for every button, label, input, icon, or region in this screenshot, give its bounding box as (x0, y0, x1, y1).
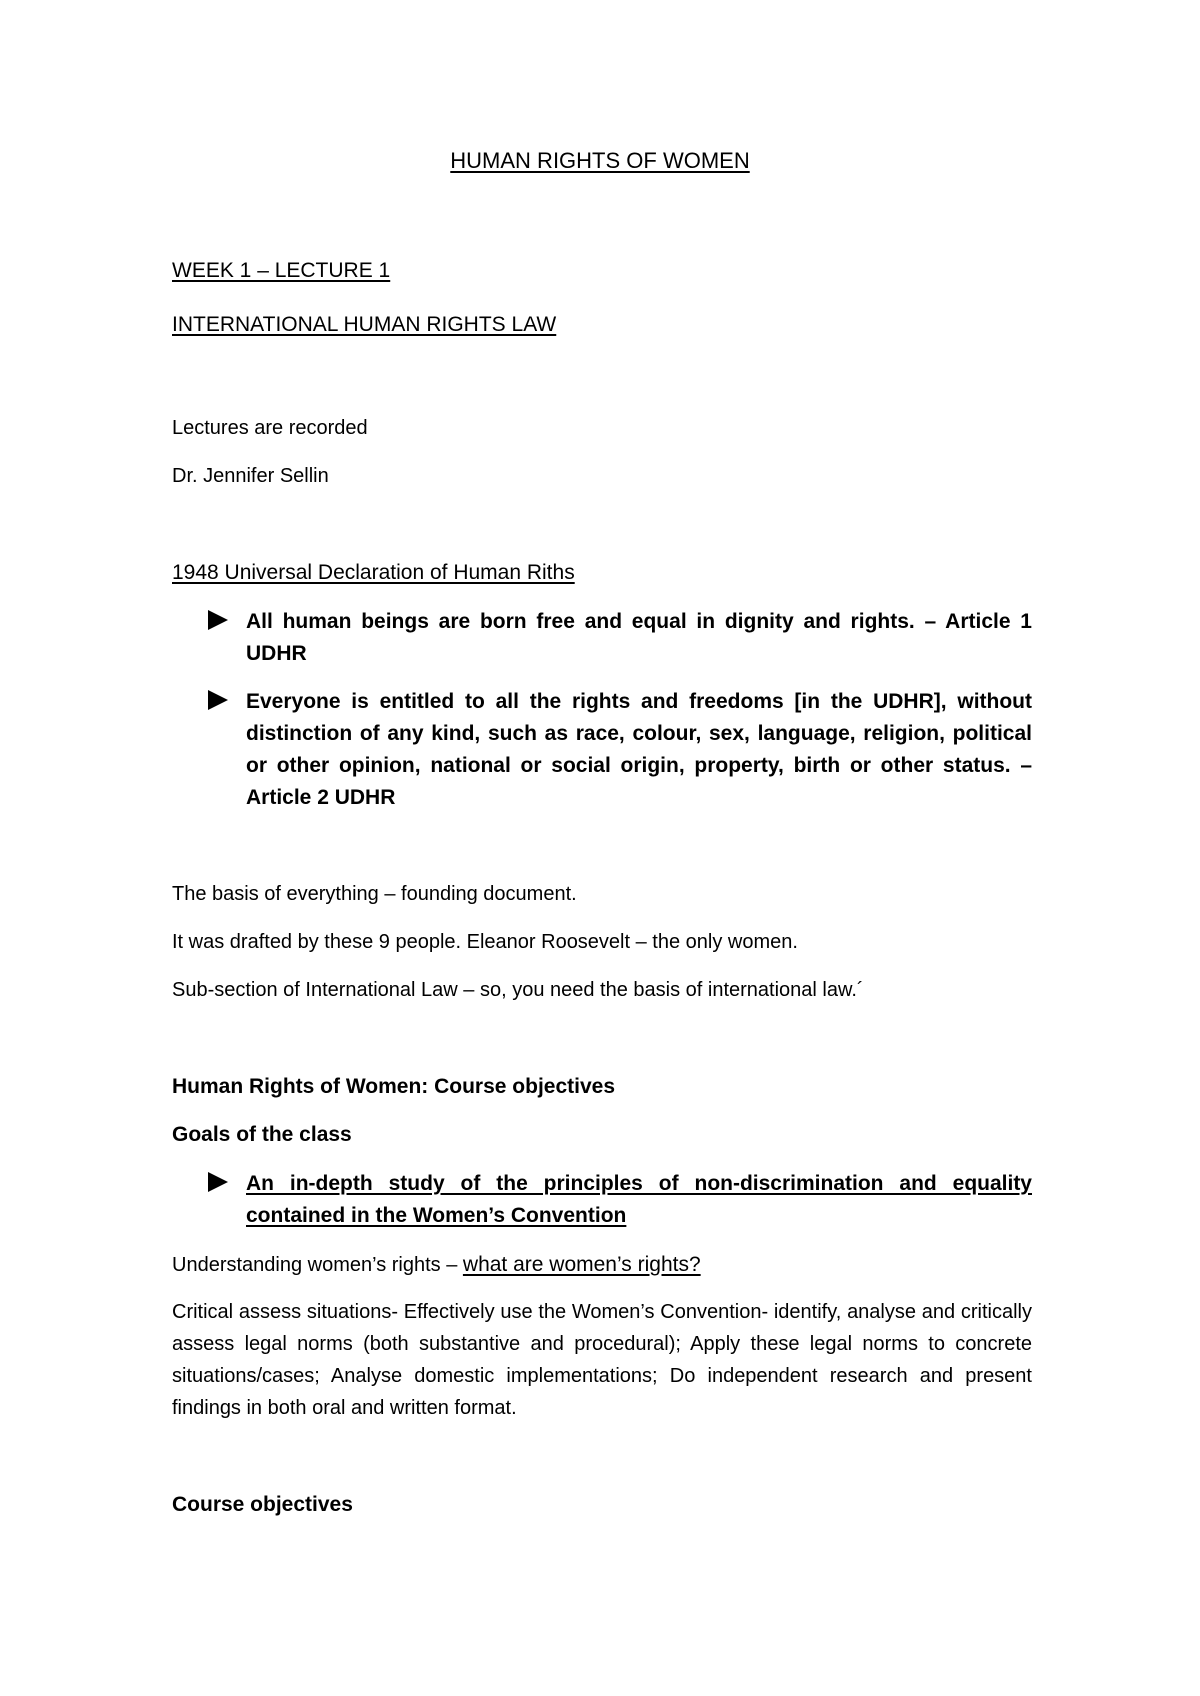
goals-bullet (208, 1168, 1032, 1238)
lecturer-name: Dr. Jennifer Sellin (172, 465, 329, 487)
understanding-line (172, 1254, 701, 1275)
udhr-bullet-1-text: All human beings are born free and equal in dignity and rights. – Article 1 UDHR (246, 610, 1032, 665)
course-objectives-heading: Course objectives (172, 1493, 353, 1516)
topic-heading: INTERNATIONAL HUMAN RIGHTS LAW (172, 313, 557, 336)
arrow-bullet-icon (208, 610, 228, 630)
udhr-heading: 1948 Universal Declaration of Human Riths (172, 561, 575, 584)
goals-heading: Goals of the class (172, 1123, 352, 1146)
udhr-bullet-2-text: Everyone is entitled to all the rights and freedoms [in the UDHR], without distinction of any kind, such as race, colour, sex, language, religion, political or other opinion, national or social origin, property, birth or other status. – Article 2 UDHR (246, 690, 1032, 809)
arrow-bullet-icon (208, 690, 228, 710)
understanding-prefix: Understanding women’s rights – (172, 1254, 463, 1276)
paragraph-drafted: It was drafted by these 9 people. Eleanor Roosevelt – the only women. (172, 931, 798, 953)
objectives-heading: Human Rights of Women: Course objectives (172, 1075, 615, 1098)
udhr-bullet-1 (208, 606, 1032, 676)
udhr-bullet-2 (208, 686, 1032, 816)
goals-bullet-text: An in-depth study of the principles of non-discrimination and equality contained in the Women’s Convention (246, 1172, 1032, 1227)
paragraph-subsection: Sub-section of International Law – so, you need the basis of international law.´ (172, 979, 864, 1001)
week-heading: WEEK 1 – LECTURE 1 (172, 259, 391, 282)
critical-paragraph: Critical assess situations- Effectively use the Women’s Convention- identify, analyse and critically assess legal norms (both substantive and procedural); Apply these legal norms to concrete situations/cases; Analyse domestic implementations; Do independent research and present findings in both oral and written format. (172, 1301, 1032, 1419)
recorded-note: Lectures are recorded (172, 417, 368, 439)
arrow-bullet-icon (208, 1172, 228, 1192)
document-title: HUMAN RIGHTS OF WOMEN (450, 148, 750, 173)
understanding-emphasis: what are women’s rights? (462, 1253, 701, 1276)
paragraph-basis: The basis of everything – founding document. (172, 883, 577, 905)
